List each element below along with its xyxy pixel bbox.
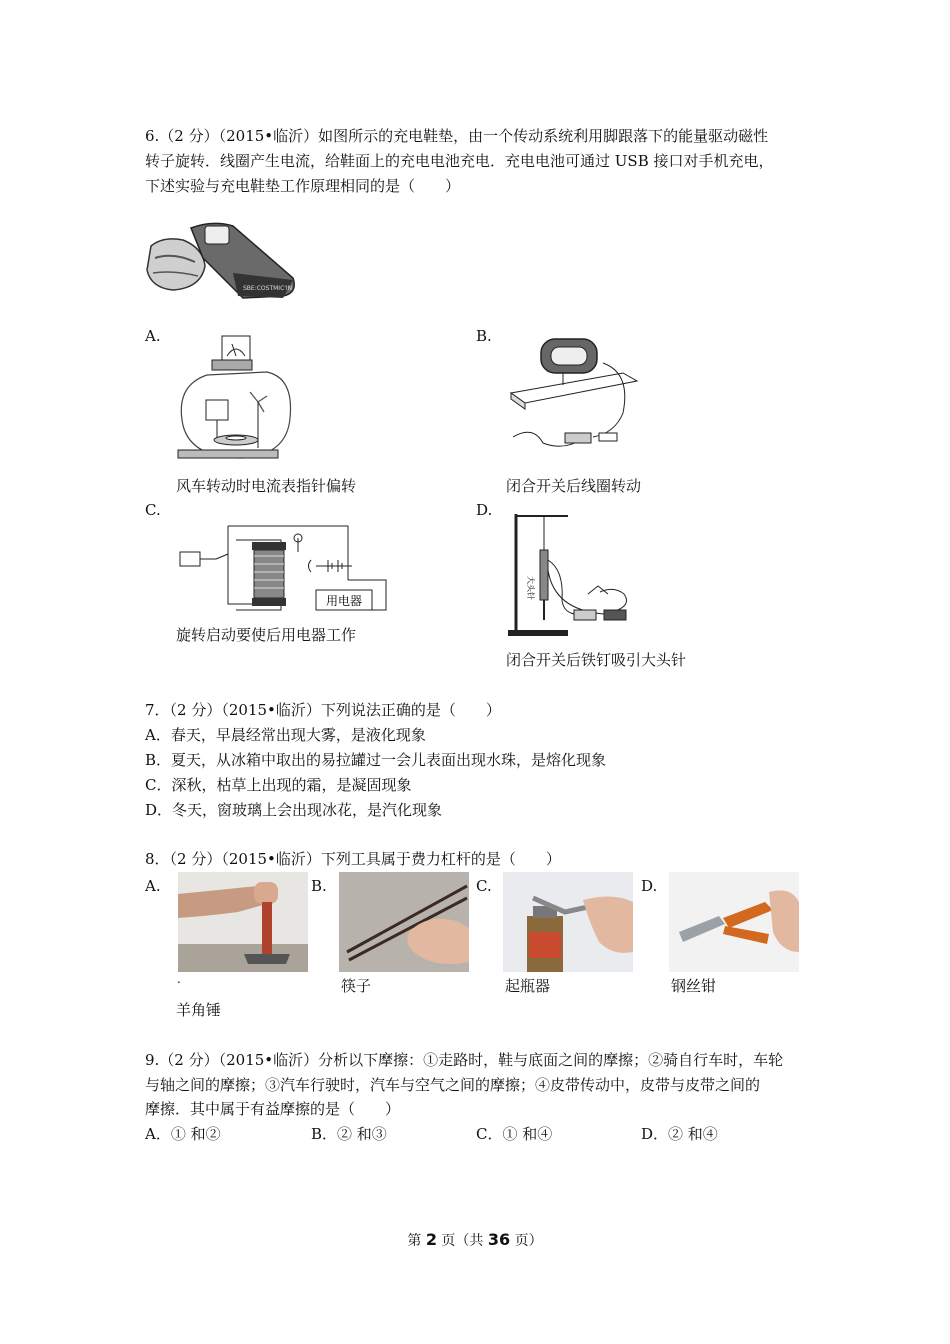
q9-stem-line-2: 与轴之间的摩擦；③汽车行驶时，汽车与空气之间的摩擦；④皮带传动中，皮带与皮带之间的 — [145, 1076, 761, 1094]
q6-option-b-caption: 闭合开关后线圈转动 — [506, 477, 642, 495]
q9-option-c: C．① 和④ — [476, 1125, 553, 1143]
q6-option-a-caption: 风车转动时电流表指针偏转 — [176, 477, 357, 495]
bottle-opener-photo — [503, 872, 633, 972]
q8-option-d-caption: 钢丝钳 — [671, 977, 717, 995]
nail-label: 大头针 — [526, 576, 535, 600]
q7-option-a: A．春天，早晨经常出现大雾，是液化现象 — [145, 726, 426, 744]
q9-option-a: A．① 和② — [145, 1125, 221, 1143]
charging-insole-image — [143, 218, 303, 303]
windmill-galvanometer-figure — [172, 330, 297, 470]
footer-prefix: 第 — [407, 1233, 426, 1249]
footer-mid: 页（共 — [436, 1233, 488, 1249]
q8-option-a-dot: . — [177, 972, 181, 986]
footer-page-number: 2 — [425, 1230, 437, 1249]
q9-option-d: D．② 和④ — [641, 1125, 718, 1143]
q6-option-d-caption: 闭合开关后铁钉吸引大头针 — [506, 651, 687, 669]
q6-stem-line-3: 下述实验与充电鞋垫工作原理相同的是（ ） — [145, 177, 461, 195]
q6-option-d-letter: D. — [476, 501, 493, 519]
q8-option-a-letter: A. — [145, 877, 161, 895]
q8-option-c-letter: C. — [476, 877, 492, 895]
q9-option-b: B．② 和③ — [311, 1125, 387, 1143]
pliers-photo — [669, 872, 799, 972]
claw-hammer-photo — [178, 872, 308, 972]
q8-option-b-caption: 筷子 — [341, 977, 372, 995]
q6-option-c-caption: 旋转启动要使后用电器工作 — [176, 626, 357, 644]
q6-option-c-letter: C. — [145, 501, 161, 519]
q8-option-b-letter: B. — [311, 877, 327, 895]
q8-option-c-caption: 起瓶器 — [505, 977, 551, 995]
chopsticks-photo — [339, 872, 469, 972]
q6-option-b-letter: B. — [476, 327, 492, 345]
q6-option-a-letter: A. — [145, 327, 161, 345]
page-footer — [0, 1230, 950, 1250]
footer-total-pages: 36 — [487, 1230, 511, 1249]
q7-option-c: C．深秋，枯草上出现的霜，是凝固现象 — [145, 776, 412, 794]
electromagnetic-relay-figure — [176, 520, 391, 618]
insole-label: SBE:COSTMIC'IN — [243, 285, 293, 292]
q7-stem: 7．（2 分）（2015•临沂）下列说法正确的是（ ） — [145, 701, 501, 719]
motor-coil-figure — [503, 333, 643, 453]
q8-stem: 8．（2 分）（2015•临沂）下列工具属于费力杠杆的是（ ） — [145, 850, 561, 868]
footer-suffix: 页） — [510, 1233, 543, 1249]
q7-option-b: B．夏天，从冰箱中取出的易拉罐过一会儿表面出现水珠，是熔化现象 — [145, 751, 607, 769]
q6-stem-line-1: 6.（2 分）（2015•临沂）如图所示的充电鞋垫，由一个传动系统利用脚跟落下的能量驱动磁性 — [145, 127, 769, 145]
device-label: 用电器 — [325, 594, 363, 608]
q8-option-d-letter: D. — [641, 877, 658, 895]
electromagnet-nail-figure — [504, 510, 639, 638]
q8-option-a-caption: 羊角锤 — [176, 1001, 222, 1019]
q6-stem-line-2: 转子旋转．线圈产生电流，给鞋面上的充电电池充电．充电电池可通过 USB 接口对手机充电， — [145, 152, 774, 170]
q9-stem-line-1: 9.（2 分）（2015•临沂）分析以下摩擦：①走路时，鞋与底面之间的摩擦；②骑自行车时，车轮 — [145, 1051, 784, 1069]
q9-stem-line-3: 摩擦．其中属于有益摩擦的是（ ） — [145, 1100, 401, 1118]
q7-option-d: D．冬天，窗玻璃上会出现冰花，是汽化现象 — [145, 801, 443, 819]
